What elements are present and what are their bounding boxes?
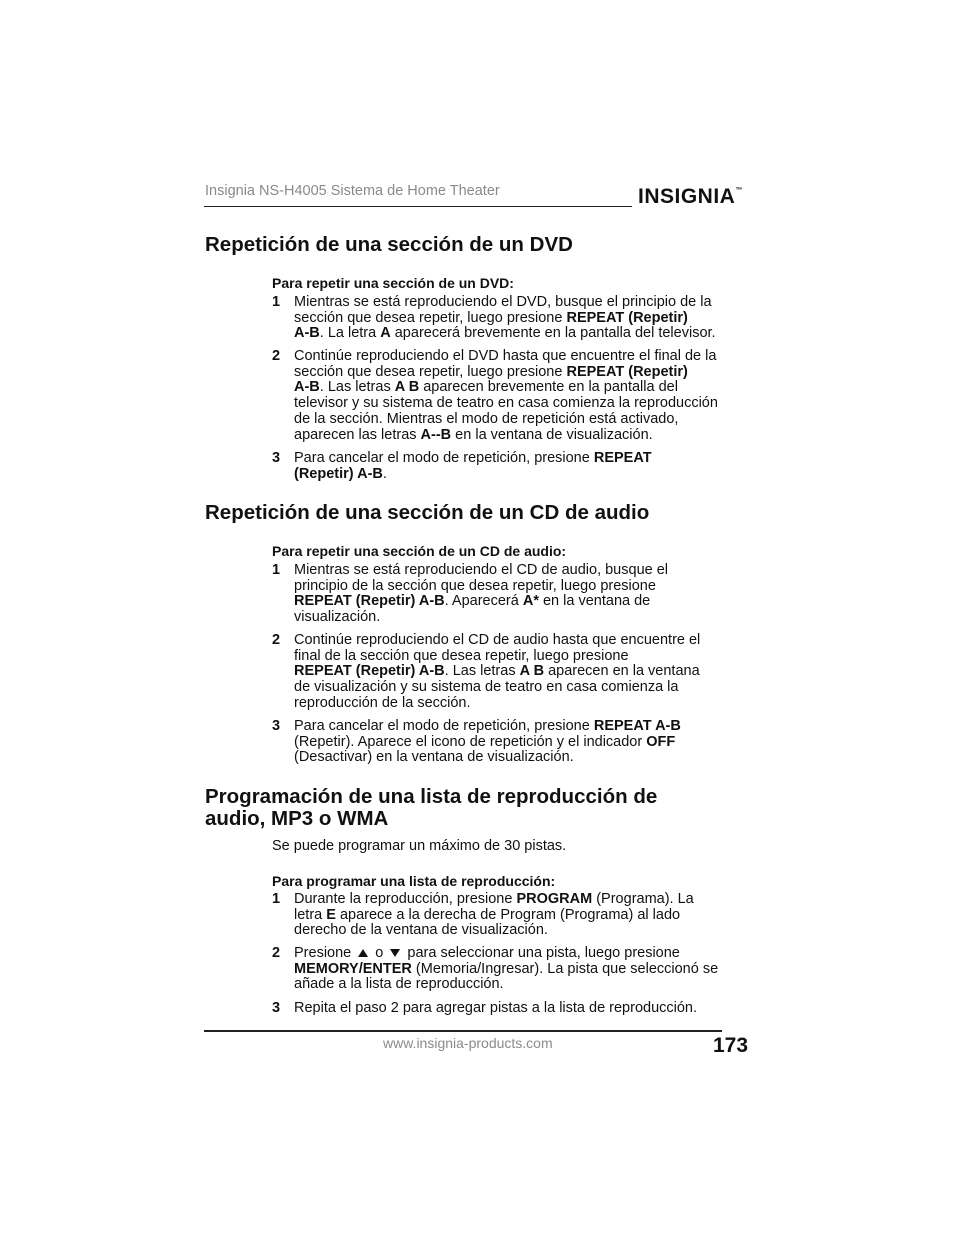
- step-number: 2: [272, 945, 281, 961]
- step-text: Durante la reproducción, presione PROGRAM (Programa). La letra E aparece a la derecha de Program (Programa) al lado derecho de la ventana de visualización.: [294, 891, 694, 939]
- section-heading-cd: Repetición de una sección de un CD de audio: [205, 501, 650, 524]
- step-text: Para cancelar el modo de repetición, presione REPEAT A-B (Repetir). Aparece el icono de repetición y el indicador OFF (Desactivar) en la ventana de visualización.: [294, 718, 681, 766]
- step-text: Continúe reproduciendo el CD de audio hasta que encuentre el final de la sección que desea repetir, luego presione REPEAT (Repetir) A-B. Las letras A B aparecen en la ventana de visualización y su sistema de teatro en casa comienza la reproducción de la sección.: [294, 632, 701, 711]
- header-title: Insignia NS-H4005 Sistema de Home Theater: [205, 183, 500, 199]
- arrow-up-icon: [358, 949, 368, 957]
- step-number: 2: [272, 348, 281, 364]
- arrow-down-icon: [390, 949, 400, 957]
- step-number: 2: [272, 632, 281, 648]
- footer-rule: [204, 1030, 722, 1032]
- subheading-cd: Para repetir una sección de un CD de audio:: [272, 543, 567, 559]
- header-rule: [204, 206, 632, 207]
- subheading-playlist: Para programar una lista de reproducción:: [272, 873, 556, 889]
- section-heading-dvd: Repetición de una sección de un DVD: [205, 233, 573, 256]
- step-text: Repita el paso 2 para agregar pistas a la lista de reproducción.: [294, 1000, 698, 1016]
- page-number: 173: [713, 1034, 749, 1057]
- step-number: 1: [272, 294, 281, 310]
- step-number: 3: [272, 1000, 281, 1016]
- logo-text: INSIGNIA: [638, 185, 736, 208]
- insignia-logo: [638, 185, 743, 209]
- step-number: 3: [272, 450, 281, 466]
- step-number: 1: [272, 891, 281, 907]
- step-text: Presione o para seleccionar una pista, luego presione MEMORY/ENTER (Memoria/Ingresar). La pista que seleccionó se añade a la lista de reproducción.: [294, 945, 719, 993]
- step-text: Mientras se está reproduciendo el DVD, busque el principio de la sección que desea repetir, luego presione REPEAT (Repetir) A-B. La letra A aparecerá brevemente en la pantalla del televisor.: [294, 294, 716, 342]
- intro-text: Se puede programar un máximo de 30 pistas.: [272, 838, 567, 854]
- step-text: Para cancelar el modo de repetición, presione REPEAT (Repetir) A-B.: [294, 450, 652, 482]
- footer-url: www.insignia-products.com: [383, 1035, 553, 1051]
- section-heading-playlist: Programación de una lista de reproducción de audio, MP3 o WMA: [205, 785, 658, 830]
- step-number: 3: [272, 718, 281, 734]
- step-text: Continúe reproduciendo el DVD hasta que encuentre el final de la sección que desea repetir, luego presione REPEAT (Repetir) A-B. Las letras A B aparecen brevemente en la pantalla del televisor y su sistema de teatro en casa comienza la reproducción de la sección. Mientras el modo de repetición está activado, aparecen las letras A--B en la ventana de visualización.: [294, 348, 718, 443]
- subheading-dvd: Para repetir una sección de un DVD:: [272, 275, 514, 291]
- step-text: Mientras se está reproduciendo el CD de audio, busque el principio de la sección que desea repetir, luego presione REPEAT (Repetir) A-B. Aparecerá A* en la ventana de visualización.: [294, 562, 669, 626]
- logo-tm: ™: [735, 187, 743, 194]
- step-number: 1: [272, 562, 281, 578]
